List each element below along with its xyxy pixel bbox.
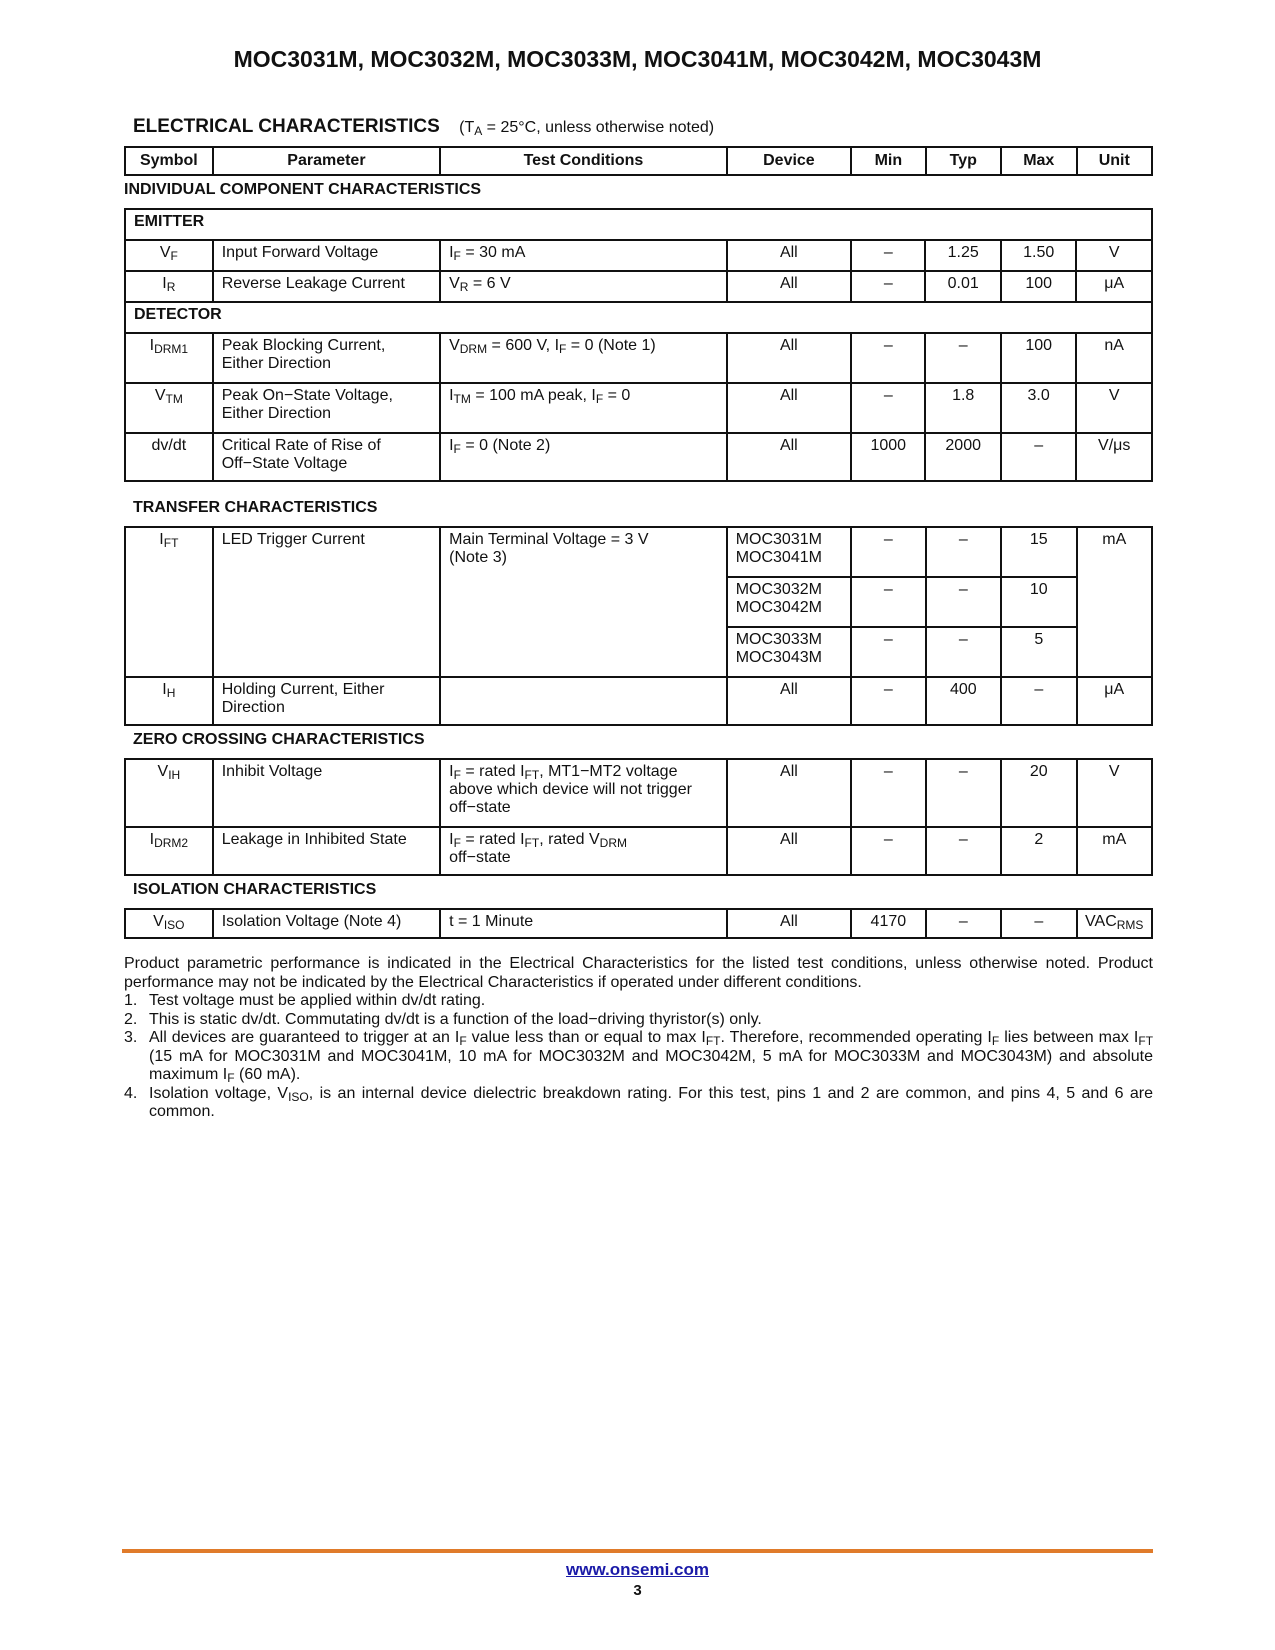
parameter-cell: Critical Rate of Rise of Off−State Voltage — [213, 433, 440, 481]
device-cell: MOC3031M MOC3041M — [727, 527, 851, 577]
symbol-cell: $V_F$ — [125, 240, 213, 271]
group-detector: DETECTOR — [125, 302, 1152, 333]
max-cell: – — [1001, 909, 1076, 938]
max-cell: 20 — [1001, 759, 1076, 827]
typ-cell: 400 — [926, 677, 1001, 725]
unit-cell: nA — [1076, 333, 1152, 383]
parameter-cell: Input Forward Voltage — [213, 240, 440, 271]
unit-cell: μA — [1076, 271, 1152, 302]
device-cell: All — [727, 333, 851, 383]
col-test-conditions: Test Conditions — [440, 147, 727, 175]
min-cell: – — [851, 827, 925, 875]
table-row — [125, 240, 1152, 271]
footer-link[interactable]: www.onsemi.com — [566, 1560, 709, 1579]
zero-crossing-table — [124, 758, 1153, 876]
symbol-cell: $V_{TM}$ — [125, 383, 213, 433]
transfer-table — [124, 526, 1153, 726]
table-row — [125, 909, 1152, 938]
parameter-cell: Reverse Leakage Current — [213, 271, 440, 302]
condition-cell: Main Terminal Voltage = 3 V (Note 3) — [440, 527, 727, 677]
device-cell: All — [727, 433, 851, 481]
unit-cell: $VAC_{RMS}$ — [1077, 909, 1153, 938]
max-cell: – — [1001, 677, 1076, 725]
section-heading — [133, 116, 714, 138]
min-cell: – — [851, 759, 925, 827]
min-cell: – — [851, 577, 925, 627]
max-cell: 10 — [1001, 577, 1076, 627]
col-min: Min — [851, 147, 925, 175]
section-label: ELECTRICAL CHARACTERISTICS — [133, 116, 440, 137]
table-row — [125, 827, 1152, 875]
symbol-cell: $I_H$ — [125, 677, 213, 725]
table-row — [125, 271, 1152, 302]
max-cell: 100 — [1001, 271, 1076, 302]
max-cell: 3.0 — [1001, 383, 1076, 433]
min-cell: – — [851, 333, 925, 383]
col-typ: Typ — [926, 147, 1001, 175]
group-emitter: EMITTER — [125, 209, 1152, 240]
max-cell: 100 — [1001, 333, 1076, 383]
device-cell: All — [727, 271, 851, 302]
min-cell: 1000 — [851, 433, 925, 481]
condition-cell: $V_R = 6$ V — [440, 271, 727, 302]
note-1: 1. Test voltage must be applied within dv/dt rating. — [124, 992, 486, 1009]
device-cell: All — [727, 827, 851, 875]
unit-cell: V — [1077, 759, 1153, 827]
typ-cell: – — [926, 577, 1001, 627]
unit-cell: V — [1076, 383, 1152, 433]
isolation-table — [124, 908, 1153, 939]
col-max: Max — [1001, 147, 1076, 175]
min-cell: – — [851, 271, 925, 302]
unit-cell: V — [1076, 240, 1152, 271]
table-row — [125, 383, 1152, 433]
col-parameter: Parameter — [213, 147, 440, 175]
col-device: Device — [727, 147, 851, 175]
typ-cell: – — [926, 527, 1001, 577]
device-cell: All — [727, 759, 851, 827]
parameter-cell: Isolation Voltage (Note 4) — [213, 909, 440, 938]
note-2: 2. This is static dv/dt. Commutating dv/dt is a function of the load−driving thyristor(s) only. — [124, 1010, 762, 1028]
table-row — [125, 527, 1152, 577]
max-cell: 1.50 — [1001, 240, 1076, 271]
symbol-cell: $I_R$ — [125, 271, 213, 302]
unit-cell: V/μs — [1076, 433, 1152, 481]
page-number: 3 — [633, 1582, 642, 1599]
device-cell: MOC3032M MOC3042M — [727, 577, 851, 627]
max-cell: – — [1001, 433, 1076, 481]
group-zero-crossing: ZERO CROSSING CHARACTERISTICS — [133, 731, 425, 748]
device-cell: All — [727, 240, 851, 271]
condition-cell: t = 1 Minute — [440, 909, 727, 938]
symbol-cell: $I_{FT}$ — [125, 527, 213, 677]
parameter-cell: Leakage in Inhibited State — [213, 827, 440, 875]
isolation-wrap — [124, 908, 1153, 939]
header-table-wrap — [124, 146, 1153, 176]
typ-cell: 1.25 — [925, 240, 1000, 271]
group-isolation: ISOLATION CHARACTERISTICS — [133, 881, 377, 898]
min-cell: – — [851, 627, 925, 677]
parameter-cell: Holding Current, Either Direction — [213, 677, 440, 725]
parameter-cell: Inhibit Voltage — [213, 759, 440, 827]
device-cell: All — [727, 677, 851, 725]
column-header-table — [124, 146, 1153, 176]
condition-cell: $I_F = 0$ (Note 2) — [440, 433, 727, 481]
typ-cell: – — [926, 759, 1001, 827]
device-cell: All — [727, 909, 851, 938]
typ-cell: – — [926, 909, 1001, 938]
typ-cell: 0.01 — [925, 271, 1000, 302]
typ-cell: 1.8 — [925, 383, 1000, 433]
condition-cell: $I_F$ = rated $I_{FT}$, rated $V_{DRM}$ off−state — [440, 827, 727, 875]
note-4: 4. Isolation voltage, $V_{ISO}$, is an internal device dielectric breakdown rating. For this test, pins 1 and 2 are common, and pins 4, 5 and 6 are common. — [124, 1084, 1154, 1120]
typ-cell: – — [926, 827, 1001, 875]
condition-cell: $V_{DRM} = 600$ V, $I_F = 0$ (Note 1) — [440, 333, 727, 383]
parameter-cell: Peak Blocking Current, Either Direction — [213, 333, 440, 383]
typ-cell: – — [925, 333, 1000, 383]
transfer-wrap — [124, 526, 1153, 726]
notes-intro: Product parametric performance is indicated in the Electrical Characteristics for the listed test conditions, unless otherwise noted. Product performance may not be indicated by the Electrical Characteristics if operated under different conditions. — [124, 955, 1153, 991]
typ-cell: 2000 — [925, 433, 1000, 481]
parameter-cell: LED Trigger Current — [213, 527, 440, 677]
unit-cell: mA — [1077, 827, 1153, 875]
symbol-cell: $I_{DRM2}$ — [125, 827, 213, 875]
symbol-cell: $V_{ISO}$ — [125, 909, 213, 938]
note-3: 3. All devices are guaranteed to trigger at an $I_F$ value less than or equal to $\max I_{FT}$. Therefore, recommended operating $I_F$ lies between $\max I_{FT}$ (15 mA for MOC3031M and MOC3041M, 10 mA for MOC3032M and MOC3042M, 5 mA for MOC3033M and MOC3043M) and absolute maximum $I_F$ (60 mA). — [124, 1029, 1154, 1085]
typ-cell: – — [926, 627, 1001, 677]
parameter-cell: Peak On−State Voltage, Either Direction — [213, 383, 440, 433]
max-cell: 15 — [1001, 527, 1076, 577]
page-title: MOC3031M, MOC3032M, MOC3033M, MOC3041M, MOC3042M, MOC3043M — [233, 46, 1042, 72]
col-unit: Unit — [1077, 147, 1153, 175]
condition-cell — [440, 677, 727, 725]
group-transfer: TRANSFER CHARACTERISTICS — [133, 499, 378, 516]
min-cell: – — [851, 527, 925, 577]
unit-cell: μA — [1077, 677, 1153, 725]
device-cell: MOC3033M MOC3043M — [727, 627, 851, 677]
group-individual: INDIVIDUAL COMPONENT CHARACTERISTICS — [124, 181, 482, 198]
emitter-detector-table — [124, 208, 1153, 482]
min-cell: – — [851, 383, 925, 433]
notes-block — [124, 955, 1153, 1122]
table-row — [125, 677, 1152, 725]
table-row — [125, 333, 1152, 383]
max-cell: 2 — [1001, 827, 1076, 875]
device-cell: All — [727, 383, 851, 433]
emitter-detector-wrap — [124, 208, 1153, 482]
footer-rule — [122, 1549, 1153, 1553]
max-cell: 5 — [1001, 627, 1076, 677]
zero-crossing-wrap — [124, 758, 1153, 876]
min-cell: – — [851, 677, 925, 725]
table-row — [125, 759, 1152, 827]
condition-cell: $I_F$ = rated $I_{FT}$, MT1−MT2 voltage above which device will not trigger off−state — [440, 759, 727, 827]
symbol-cell: $I_{DRM1}$ — [125, 333, 213, 383]
symbol-cell: $V_{IH}$ — [125, 759, 213, 827]
symbol-cell: dv/dt — [125, 433, 213, 481]
col-symbol: Symbol — [125, 147, 213, 175]
condition-cell: $I_F = 30$ mA — [440, 240, 727, 271]
condition-cell: $I_{TM} = 100$ mA peak, $I_F = 0$ — [440, 383, 727, 433]
unit-cell: mA — [1077, 527, 1153, 677]
table-row — [125, 433, 1152, 481]
min-cell: 4170 — [851, 909, 925, 938]
section-conditions: ($T_A = 25^\circ C$, unless otherwise noted) — [459, 119, 715, 138]
min-cell: – — [851, 240, 925, 271]
